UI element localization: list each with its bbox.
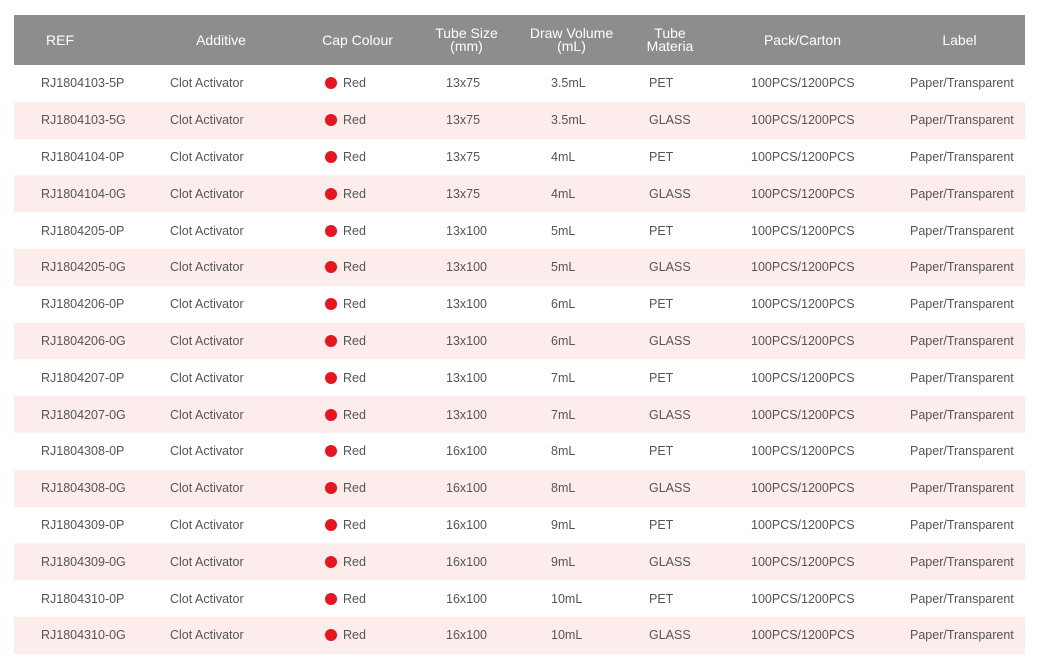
table-row [14, 175, 1025, 212]
cell-draw-volume: 4mL [551, 186, 576, 201]
cell-tube-size: 16x100 [446, 554, 488, 569]
cell-draw-volume: 8mL [551, 481, 576, 496]
cell-ref: RJ1804207-0P [41, 370, 125, 385]
cap-colour-text: Red [343, 554, 366, 569]
cell-cap-colour [296, 555, 419, 569]
cell-draw-volume: 9mL [551, 554, 576, 569]
cell-additive: Clot Activator [170, 591, 244, 606]
cell-ref: RJ1804308-0P [41, 444, 125, 459]
cell-cap-colour [296, 518, 419, 532]
cell-ref: RJ1804309-0G [41, 554, 126, 569]
cell-label: Paper/Transparent [910, 481, 1014, 496]
cap-colour-text: Red [343, 149, 366, 164]
cell-additive: Clot Activator [170, 260, 244, 275]
cell-tube-material: PET [649, 76, 674, 91]
cell-ref: RJ1804206-0P [41, 297, 125, 312]
red-cap-dot-icon [325, 298, 337, 310]
cell-additive: Clot Activator [170, 628, 244, 643]
cell-draw-volume: 4mL [551, 149, 576, 164]
cell-tube-size: 16x100 [446, 444, 488, 459]
cell-pack-carton: 100PCS/1200PCS [751, 517, 855, 532]
cell-tube-material: PET [649, 517, 674, 532]
cell-tube-material: PET [649, 370, 674, 385]
cell-tube-size: 16x100 [446, 628, 488, 643]
cell-pack-carton: 100PCS/1200PCS [751, 186, 855, 201]
cell-tube-size: 13x100 [446, 407, 488, 422]
cap-colour-text: Red [343, 407, 366, 422]
cell-draw-volume: 5mL [551, 223, 576, 238]
cell-draw-volume: 3.5mL [551, 113, 586, 128]
cell-label: Paper/Transparent [910, 628, 1014, 643]
cell-cap-colour [296, 444, 419, 458]
table-row [14, 249, 1025, 286]
cell-additive: Clot Activator [170, 186, 244, 201]
cell-additive: Clot Activator [170, 149, 244, 164]
cell-label: Paper/Transparent [910, 591, 1014, 606]
cell-cap-colour [296, 592, 419, 606]
cell-tube-material: PET [649, 591, 674, 606]
cap-colour-text: Red [343, 76, 366, 91]
cell-pack-carton: 100PCS/1200PCS [751, 76, 855, 91]
cell-cap-colour [296, 113, 419, 127]
cell-ref: RJ1804310-0P [41, 591, 125, 606]
cell-draw-volume: 9mL [551, 517, 576, 532]
cell-draw-volume: 3.5mL [551, 76, 586, 91]
cell-tube-size: 13x100 [446, 370, 488, 385]
cell-tube-size: 13x100 [446, 223, 488, 238]
cell-ref: RJ1804308-0G [41, 481, 126, 496]
cell-label: Paper/Transparent [910, 370, 1014, 385]
header-tube-size [419, 27, 514, 53]
table-row [14, 359, 1025, 396]
cap-colour-text: Red [343, 260, 366, 275]
red-cap-dot-icon [325, 114, 337, 126]
red-cap-dot-icon [325, 372, 337, 384]
cell-label: Paper/Transparent [910, 297, 1014, 312]
cap-colour-text: Red [343, 370, 366, 385]
cap-colour-text: Red [343, 113, 366, 128]
header-draw-volume-line2: (mL) [557, 38, 586, 54]
cell-tube-material: GLASS [649, 333, 691, 348]
cell-additive: Clot Activator [170, 444, 244, 459]
header-tube-size-line1: Tube Size [435, 25, 498, 41]
cell-pack-carton: 100PCS/1200PCS [751, 297, 855, 312]
cell-pack-carton: 100PCS/1200PCS [751, 260, 855, 275]
product-table [14, 15, 1025, 654]
cell-ref: RJ1804103-5P [41, 76, 125, 91]
cell-tube-size: 13x100 [446, 297, 488, 312]
header-cap-colour: Cap Colour [322, 31, 393, 48]
cell-additive: Clot Activator [170, 554, 244, 569]
cap-colour-text: Red [343, 333, 366, 348]
cell-draw-volume: 10mL [551, 628, 583, 643]
table-row [14, 580, 1025, 617]
cell-cap-colour [296, 76, 419, 90]
cell-additive: Clot Activator [170, 76, 244, 91]
cap-colour-text: Red [343, 481, 366, 496]
cell-tube-size: 13x100 [446, 260, 488, 275]
table-row [14, 543, 1025, 580]
cell-pack-carton: 100PCS/1200PCS [751, 554, 855, 569]
cell-tube-size: 13x100 [446, 333, 488, 348]
cell-tube-material: GLASS [649, 628, 691, 643]
cell-draw-volume: 10mL [551, 591, 583, 606]
red-cap-dot-icon [325, 225, 337, 237]
cell-ref: RJ1804205-0G [41, 260, 126, 275]
table-body [14, 65, 1025, 654]
cap-colour-text: Red [343, 628, 366, 643]
header-draw-volume [514, 27, 629, 53]
header-tube-size-line2: (mm) [450, 38, 483, 54]
cell-ref: RJ1804310-0G [41, 628, 126, 643]
cell-tube-size: 13x75 [446, 149, 481, 164]
cell-label: Paper/Transparent [910, 149, 1014, 164]
table-row [14, 507, 1025, 544]
header-draw-volume-line1: Draw Volume [529, 25, 614, 41]
table-row [14, 470, 1025, 507]
cell-ref: RJ1804206-0G [41, 333, 126, 348]
cell-cap-colour [296, 334, 419, 348]
cell-ref: RJ1804205-0P [41, 223, 125, 238]
cap-colour-text: Red [343, 517, 366, 532]
red-cap-dot-icon [325, 482, 337, 494]
cell-cap-colour [296, 628, 419, 642]
red-cap-dot-icon [325, 261, 337, 273]
cap-colour-text: Red [343, 297, 366, 312]
cell-label: Paper/Transparent [910, 260, 1014, 275]
cell-tube-size: 13x75 [446, 76, 481, 91]
cell-label: Paper/Transparent [910, 517, 1014, 532]
cell-tube-material: GLASS [649, 407, 691, 422]
table-row [14, 65, 1025, 102]
header-additive: Additive [196, 31, 246, 48]
cell-label: Paper/Transparent [910, 186, 1014, 201]
cell-ref: RJ1804104-0G [41, 186, 126, 201]
red-cap-dot-icon [325, 556, 337, 568]
cell-cap-colour [296, 481, 419, 495]
cell-pack-carton: 100PCS/1200PCS [751, 628, 855, 643]
cell-tube-size: 13x75 [446, 186, 481, 201]
red-cap-dot-icon [325, 77, 337, 89]
cap-colour-text: Red [343, 223, 366, 238]
red-cap-dot-icon [325, 409, 337, 421]
cell-tube-size: 16x100 [446, 591, 488, 606]
cell-additive: Clot Activator [170, 333, 244, 348]
red-cap-dot-icon [325, 335, 337, 347]
cell-tube-material: GLASS [649, 186, 691, 201]
cell-cap-colour [296, 371, 419, 385]
cell-additive: Clot Activator [170, 481, 244, 496]
cell-cap-colour [296, 150, 419, 164]
header-tube-material-line1: Tube [654, 25, 686, 41]
cell-draw-volume: 8mL [551, 444, 576, 459]
cell-label: Paper/Transparent [910, 223, 1014, 238]
cell-ref: RJ1804207-0G [41, 407, 126, 422]
cell-label: Paper/Transparent [910, 76, 1014, 91]
cell-tube-material: GLASS [649, 260, 691, 275]
cell-pack-carton: 100PCS/1200PCS [751, 149, 855, 164]
header-label: Label [942, 31, 977, 48]
table-row [14, 396, 1025, 433]
table-row [14, 102, 1025, 139]
cell-cap-colour [296, 187, 419, 201]
cell-pack-carton: 100PCS/1200PCS [751, 370, 855, 385]
cell-ref: RJ1804104-0P [41, 149, 125, 164]
cell-cap-colour [296, 297, 419, 311]
cap-colour-text: Red [343, 186, 366, 201]
red-cap-dot-icon [325, 593, 337, 605]
cell-label: Paper/Transparent [910, 333, 1014, 348]
red-cap-dot-icon [325, 629, 337, 641]
cell-ref: RJ1804103-5G [41, 113, 126, 128]
cell-tube-material: GLASS [649, 481, 691, 496]
cell-label: Paper/Transparent [910, 444, 1014, 459]
cell-tube-size: 16x100 [446, 481, 488, 496]
cell-label: Paper/Transparent [910, 113, 1014, 128]
table-row [14, 617, 1025, 654]
cell-additive: Clot Activator [170, 517, 244, 532]
cell-draw-volume: 6mL [551, 297, 576, 312]
cell-tube-material: GLASS [649, 554, 691, 569]
cell-tube-size: 13x75 [446, 113, 481, 128]
table-row [14, 323, 1025, 360]
red-cap-dot-icon [325, 151, 337, 163]
table-header [14, 15, 1025, 65]
cell-draw-volume: 7mL [551, 370, 576, 385]
cell-tube-size: 16x100 [446, 517, 488, 532]
header-pack-carton: Pack/Carton [763, 31, 842, 48]
red-cap-dot-icon [325, 445, 337, 457]
cell-pack-carton: 100PCS/1200PCS [751, 113, 855, 128]
table-row [14, 433, 1025, 470]
cell-tube-material: PET [649, 444, 674, 459]
cell-ref: RJ1804309-0P [41, 517, 125, 532]
cell-tube-material: PET [649, 149, 674, 164]
cell-label: Paper/Transparent [910, 554, 1014, 569]
table-row [14, 139, 1025, 176]
cell-tube-material: PET [649, 223, 674, 238]
cell-pack-carton: 100PCS/1200PCS [751, 444, 855, 459]
header-tube-material-line2: Materia [646, 38, 694, 54]
header-tube-material [629, 27, 711, 53]
cell-draw-volume: 7mL [551, 407, 576, 422]
cell-label: Paper/Transparent [910, 407, 1014, 422]
cell-pack-carton: 100PCS/1200PCS [751, 407, 855, 422]
cell-additive: Clot Activator [170, 223, 244, 238]
cell-cap-colour [296, 224, 419, 238]
red-cap-dot-icon [325, 519, 337, 531]
cell-cap-colour [296, 260, 419, 274]
cell-pack-carton: 100PCS/1200PCS [751, 481, 855, 496]
cell-tube-material: PET [649, 297, 674, 312]
cell-additive: Clot Activator [170, 297, 244, 312]
cap-colour-text: Red [343, 591, 366, 606]
header-ref: REF [46, 31, 74, 48]
cell-pack-carton: 100PCS/1200PCS [751, 223, 855, 238]
cell-additive: Clot Activator [170, 407, 244, 422]
cap-colour-text: Red [343, 444, 366, 459]
cell-pack-carton: 100PCS/1200PCS [751, 333, 855, 348]
red-cap-dot-icon [325, 188, 337, 200]
cell-additive: Clot Activator [170, 370, 244, 385]
cell-cap-colour [296, 408, 419, 422]
cell-draw-volume: 6mL [551, 333, 576, 348]
cell-pack-carton: 100PCS/1200PCS [751, 591, 855, 606]
table-row [14, 212, 1025, 249]
cell-tube-material: GLASS [649, 113, 691, 128]
table-row [14, 286, 1025, 323]
cell-additive: Clot Activator [170, 113, 244, 128]
cell-draw-volume: 5mL [551, 260, 576, 275]
